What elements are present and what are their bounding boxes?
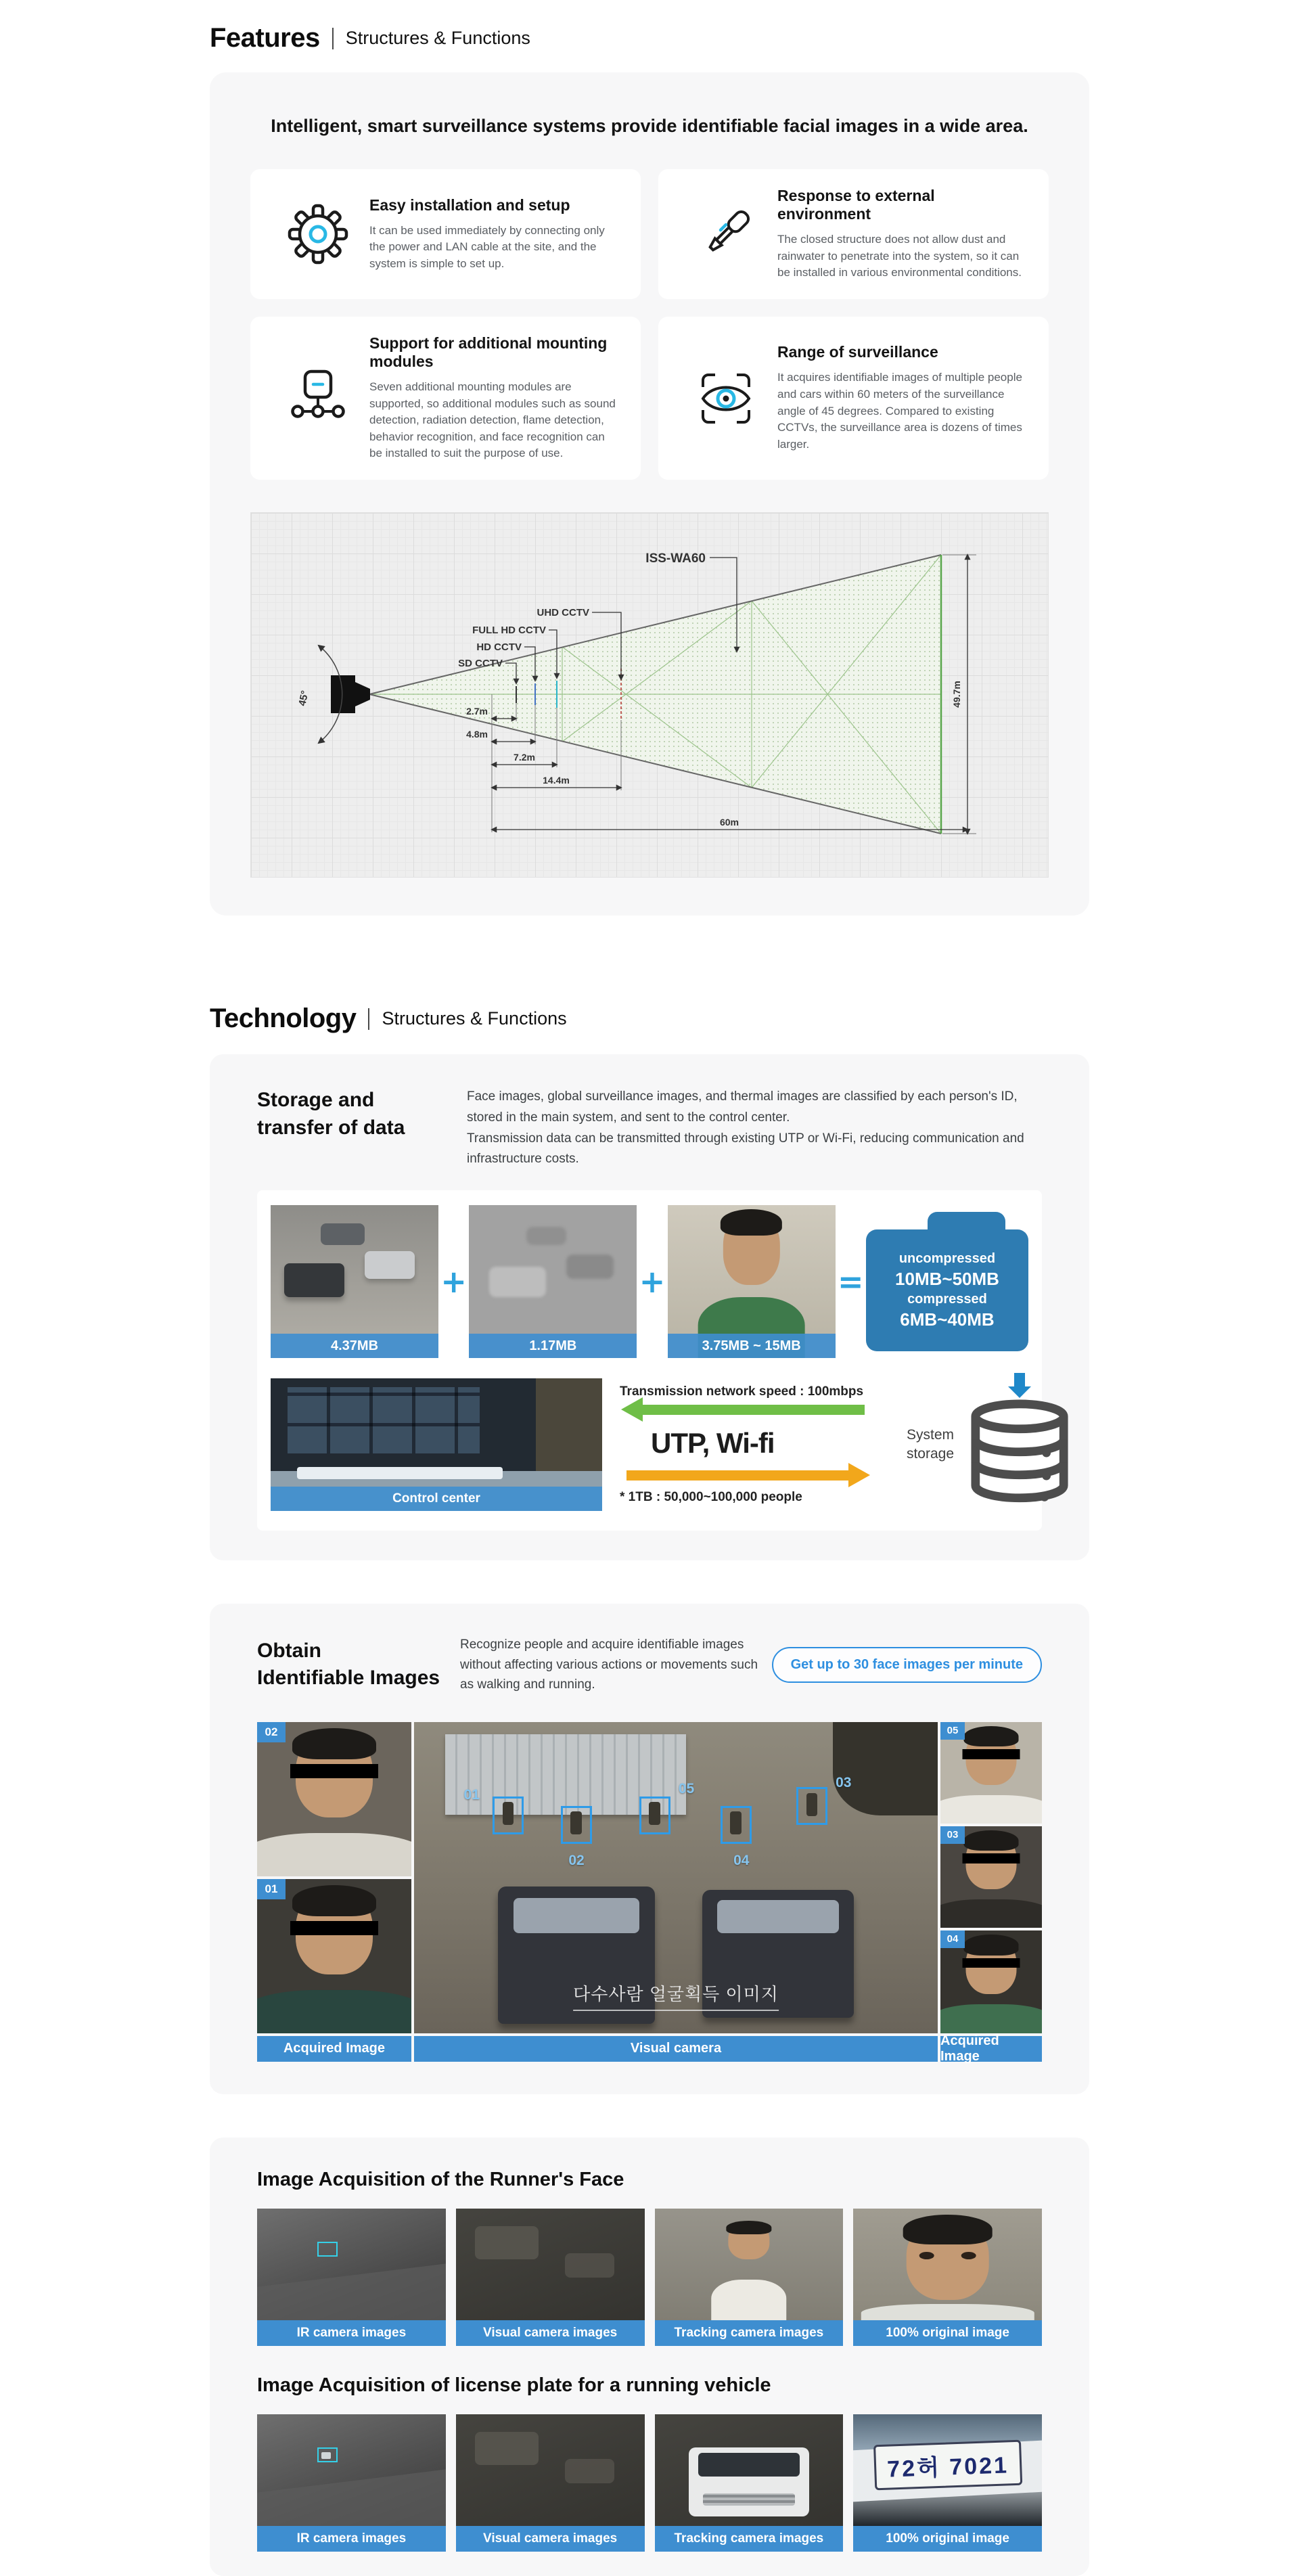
features-title: Features [210,23,320,53]
thermal-blob [566,1255,613,1279]
original-image-caption: 100% original image [853,2320,1042,2346]
person-hair [727,2221,771,2234]
obtain-heading-line1: Obtain [257,1639,321,1662]
dim-height: 49.7m [951,681,962,708]
eye-censor-bar [962,1958,1020,1968]
technology-subtitle: Structures & Functions [382,1008,567,1029]
folder-body [866,1229,1028,1351]
uhd-cctv-label: UHD CCTV [537,607,589,619]
plus-icon: + [639,1263,666,1301]
face-image-size-label: 3.75MB ~ 15MB [668,1334,836,1358]
acquisition-column [655,2414,844,2552]
runner-heading: Image Acquisition of the Runner's Face [257,2168,624,2190]
features-card [210,72,1089,916]
person-silhouette [649,1802,660,1825]
ir-camera-caption: IR camera images [257,2526,446,2552]
compressed-label: compressed [907,1291,987,1307]
acquisition-column [655,2209,844,2346]
visual-image [271,1205,438,1358]
visual-camera-photo [456,2209,645,2320]
detection-number: 01 [463,1787,480,1803]
visual-camera-photo [456,2414,645,2526]
storage-desc [460,1087,1042,1170]
detection-box [639,1797,670,1834]
system-storage-line2: storage [906,1445,954,1462]
features-subtitle: Structures & Functions [345,28,530,48]
network-speed-label: Transmission network speed : 100mbps [620,1384,864,1399]
feature-grid [250,169,1049,480]
plate-highlight [321,2452,331,2459]
thermal-image [469,1205,637,1358]
acquired-image-bar: Acquired Image [940,2036,1042,2062]
uncompressed-label: uncompressed [898,1250,996,1266]
model-label: ISS-WA60 [645,551,706,566]
eye-icon [679,365,773,432]
car-shape [321,1223,364,1245]
vehicle-images-row [257,2414,1042,2552]
person-silhouette [503,1802,514,1825]
control-center-image [271,1378,602,1511]
feature-card-external-environment [658,169,1049,299]
room-wall [536,1378,602,1474]
obtain-header [257,1635,1042,1694]
feature-card-text [365,196,620,273]
eye-censor-bar [962,1853,1020,1863]
video-wall [288,1387,480,1453]
person-head [728,2221,769,2259]
tracking-camera-photo [655,2209,844,2320]
storage-header [257,1087,1042,1170]
person-shirt [257,1833,411,1876]
feature-card-desc: The closed structure does not allow dust and rainwater to penetrate into the system, so it can be installed in various environmental conditions. [777,233,1022,279]
feature-card-range-surveillance [658,317,1049,480]
photo-number-badge: 02 [257,1722,286,1742]
road-shape [257,2468,446,2526]
transfer-middle [602,1384,874,1505]
license-plate-photo [853,2414,1042,2526]
dim-14-4m: 14.4m [543,775,570,786]
person-shirt [711,2280,787,2320]
dim-7-2m: 7.2m [514,752,535,763]
full-hd-cctv-label: FULL HD CCTV [472,625,546,637]
car-shape [284,1263,344,1297]
ir-camera-photo [257,2209,446,2320]
surveillance-range-diagram [250,512,1049,878]
compressed-size: 6MB~40MB [900,1309,995,1330]
van-windshield [514,1898,639,1934]
capacity-note: * 1TB : 50,000~100,000 people [620,1489,802,1504]
detection-number: 04 [733,1852,750,1868]
obtain-heading [257,1637,460,1692]
original-image-caption: 100% original image [853,2526,1042,2552]
eye [919,2252,934,2259]
acquisition-column [257,2209,446,2346]
acquired-right-column [940,1722,1042,2033]
arrow-stem [1014,1373,1025,1386]
license-plate-number: 72허 7021 [873,2440,1022,2491]
person-shirt [940,1795,1042,1824]
photo-number-badge: 03 [940,1826,965,1844]
sd-cctv-label: SD CCTV [458,658,503,670]
ir-camera-photo [257,2414,446,2526]
feature-card-text [365,334,620,462]
detection-box [493,1797,524,1834]
person-hair [964,1726,1019,1746]
eye [961,2252,976,2259]
van-grille [703,2493,795,2506]
collage-caption-bars [257,2033,1042,2064]
uncompressed-size: 10MB~50MB [895,1268,999,1289]
detection-box [317,2242,338,2257]
scene-shape [565,2253,614,2278]
person-head [296,1731,373,1817]
technology-title: Technology [210,1003,357,1034]
photo-number-badge: 04 [940,1930,965,1948]
visual-camera-caption: Visual camera images [456,2320,645,2346]
obtain-card [210,1604,1089,2094]
person-silhouette [730,1811,742,1834]
person-shirt [861,2304,1034,2320]
detection-number: 05 [678,1780,695,1797]
visual-camera-caption: Visual camera images [456,2526,645,2552]
face-images-badge: Get up to 30 face images per minute [772,1647,1042,1683]
right-orange-arrow [626,1470,850,1481]
feature-card-title: Response to external environment [777,187,935,223]
person-silhouette [806,1793,818,1816]
person-head [906,2217,989,2300]
acquired-left-column [257,1722,411,2033]
acquisition-card [210,2138,1089,2576]
person-shirt [940,2004,1042,2033]
person-hair [964,1935,1019,1956]
console-desk [297,1467,503,1479]
person-hair [292,1728,375,1759]
storage-heading-line2: transfer of data [257,1116,405,1139]
dim-4-8m: 4.8m [466,729,488,740]
tracking-camera-photo [655,2414,844,2526]
korean-caption: 다수사람 얼굴획득 이미지 [573,1981,779,2011]
plus-icon: + [440,1263,467,1301]
page-content [210,0,1089,2576]
technology-section-header [210,1003,1089,1034]
person-hair [964,1830,1019,1851]
car-shape [365,1251,415,1279]
person-hair [903,2215,992,2244]
acquired-image-bar: Acquired Image [257,2036,411,2062]
feature-card-desc: It acquires identifiable images of multiple people and cars within 60 meters of the surveillance angle of 45 degrees. Compared to existing CCTVs, the surveillance area is dozens of times larger. [777,371,1022,451]
visual-camera-bar: Visual camera [414,2036,938,2062]
face-eyes [919,2252,976,2259]
thermal-blob [526,1227,567,1245]
van-front-shape [689,2447,809,2516]
dim-60m: 60m [719,817,739,828]
visual-image-size-label: 4.37MB [271,1334,438,1358]
feature-card-mounting-modules [250,317,641,480]
runner-images-row [257,2209,1042,2346]
tracking-camera-caption: Tracking camera images [655,2320,844,2346]
face-image [668,1205,836,1358]
vehicle-heading: Image Acquisition of license plate for a running vehicle [257,2374,771,2396]
acquired-face-photo [940,1826,1042,1928]
photo-number-badge: 05 [940,1722,965,1740]
system-storage-line1: System [906,1427,954,1443]
acquired-face-photo [940,1930,1042,2033]
person-hair [721,1209,782,1236]
detection-box [561,1806,592,1844]
features-section-header [210,23,1089,53]
obtain-heading-line2: Identifiable Images [257,1667,440,1690]
feature-card-title: Range of surveillance [777,343,938,361]
thermal-image-size-label: 1.17MB [469,1334,637,1358]
storage-desc-line2: Transmission data can be transmitted through existing UTP or Wi-Fi, reducing communication and infrastructure costs. [467,1131,1024,1167]
acquisition-column [853,2209,1042,2346]
acquired-face-photo [257,1879,411,2033]
person-silhouette [570,1811,582,1834]
feature-card-text [773,343,1028,453]
eye-censor-bar [290,1921,378,1936]
person-shirt [940,1899,1042,1928]
features-banner: Intelligent, smart surveillance systems provide identifiable facial images in a wide area. [271,116,1028,136]
system-storage-block [874,1373,1077,1516]
detection-box [796,1787,827,1825]
storage-card [210,1054,1089,1560]
angle-label: 45° [296,690,311,707]
person-shirt [257,1990,411,2033]
detection-number: 03 [836,1774,852,1790]
screwdriver-icon [679,200,773,268]
transfer-medium-label: UTP, Wi-fi [651,1426,775,1459]
modules-icon [271,365,365,432]
tracking-camera-caption: Tracking camera images [655,2526,844,2552]
scene-shape [475,2432,539,2466]
person-head [966,1937,1017,1994]
storage-heading-line1: Storage and [257,1089,375,1112]
acquired-face-photo [257,1722,411,1876]
eye-censor-bar [290,1764,378,1779]
thermal-blob [489,1267,546,1297]
feature-card-title: Support for additional mounting modules [369,334,608,370]
database-icon [962,1394,1077,1516]
storage-diagram-panel [257,1190,1042,1531]
system-storage-label [907,1426,954,1463]
eye-censor-bar [962,1749,1020,1759]
feature-card-desc: Seven additional mounting modules are supported, so additional modules such as sound detection, radiation detection, flame detection, behavior recognition, and face recognition can be installed to suit the purpose of use. [369,380,616,460]
storage-desc-line1: Face images, global surveillance images, and thermal images are classified by each person's ID, stored in the main system, and sent to the control center. [467,1089,1018,1125]
person-head [966,1832,1017,1889]
dim-2-7m: 2.7m [466,706,488,717]
gear-icon [271,200,365,268]
acquisition-column [456,2414,645,2552]
left-green-arrow [641,1405,865,1415]
photo-number-badge: 01 [257,1879,286,1899]
database-stack [962,1373,1077,1516]
hd-cctv-label: HD CCTV [476,641,522,654]
storage-heading [257,1087,460,1170]
feature-card-title: Easy installation and setup [369,196,570,214]
control-center-label: Control center [271,1487,602,1511]
feature-card-text [773,187,1028,281]
ir-camera-caption: IR camera images [257,2320,446,2346]
person-head [723,1211,780,1284]
feature-card-easy-installation [250,169,641,299]
person-head [966,1728,1017,1785]
transfer-row [271,1373,1028,1516]
acquisition-column [853,2414,1042,2552]
header-divider [368,1008,369,1030]
van-windshield [698,2453,800,2477]
trees-shape [833,1722,938,1815]
header-divider [332,28,334,49]
scene-shape [565,2459,614,2483]
detection-box [721,1806,752,1844]
acquisition-column [257,2414,446,2552]
folder-icon [866,1212,1028,1351]
feature-card-desc: It can be used immediately by connecting only the power and LAN cable at the site, and the system is simple to set up. [369,223,605,270]
original-image-photo [853,2209,1042,2320]
person-head [296,1888,373,1974]
acquisition-column [456,2209,645,2346]
road-shape [257,2262,446,2320]
detection-number: 02 [568,1852,585,1868]
storage-images-row [271,1205,1028,1358]
obtain-collage [257,1722,1042,2033]
obtain-desc: Recognize people and acquire identifiable images without affecting various actions or movements such as walking and running. [460,1637,758,1692]
acquired-face-photo [940,1722,1042,1824]
van-windshield [717,1900,839,1933]
visual-camera-scene [414,1722,938,2033]
scene-shape [475,2226,539,2260]
person-hair [292,1885,375,1916]
equals-icon: = [838,1263,864,1301]
